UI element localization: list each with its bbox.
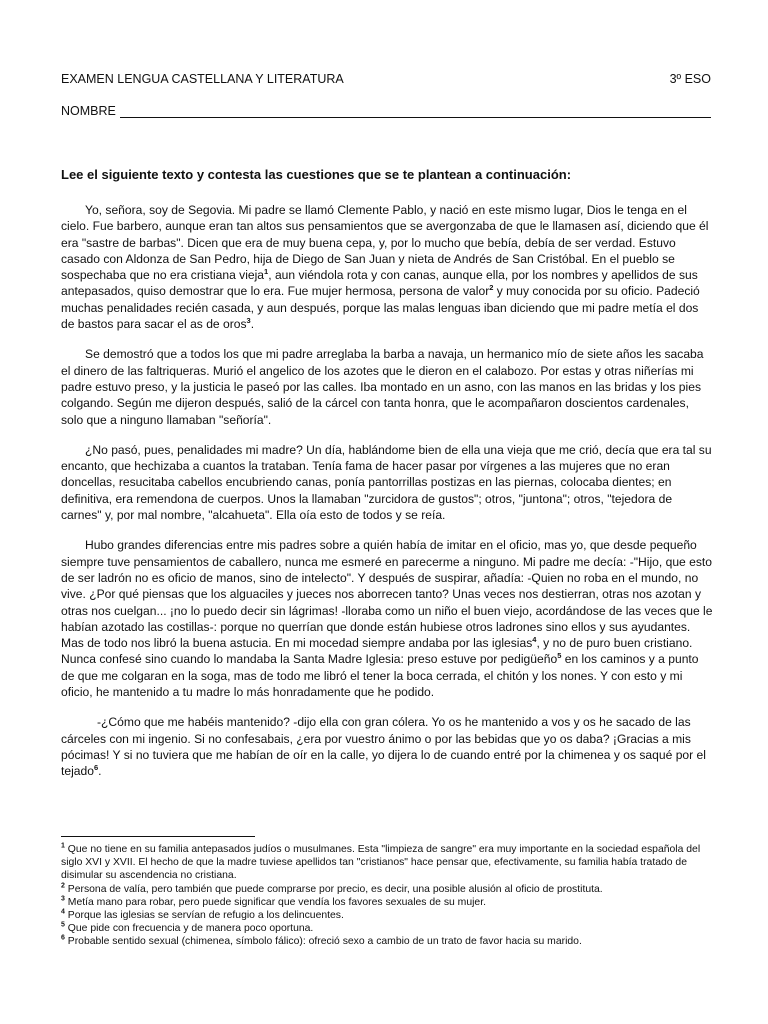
footnote-ref-3[interactable]: 3 (246, 316, 251, 326)
footnote-ref-1[interactable]: 1 (264, 267, 269, 277)
footnote-6: $^6$ Probable sentido sexual (chimenea, símbolo fálico): ofreció sexo a cambio de un trato de favor hacia su marido. (61, 934, 582, 948)
footnote-1: $^1$ Que no tiene en su familia antepasados judíos o musulmanes. Esta "limpieza de sangre" era muy importante en la sociedad española del siglo XVI y XVII. El hecho de que la madre tuviese apellidos tan "cristianos" hace pensar que, efectivamente, su familia había tratado de disimular su ascendencia no cristiana. (61, 842, 701, 882)
footnotes-section (61, 843, 711, 949)
instruction-text: Lee el siguiente texto y contesta las cuestiones que se te plantean a continuación: (61, 167, 572, 182)
paragraph-1: Yo, señora, soy de Segovia. Mi padre se llamó Clemente Pablo, y nació en este mismo lugar, Dios le tenga en el cielo. Fue barbero, aunque eran tan altos sus pensamientos que se avergonzaba de que le llamasen así, diciendo que él era "sastre de barbas". Dicen que era de muy buena cepa, y, por lo mucho que bebía, debía de ser verdad. Estuvo casado con Aldonza de San Pedro, hija de Diego de San Juan y nieta de Andrés de San Cristóbal. En el pueblo se sospechaba que no era cristiana vieja$^1$, aun viéndola rota y con canas, aunque ella, por los nombres y apellidos de sus antepasados, quiso demostrar que lo era. Fue mujer hermosa, persona de valor$^2$ y muy conocida por su oficio. Padeció muchas penalidades recién casada, y aun después, porque las malas lenguas iban diciendo que mi padre metía el dos de bastos para sacar el as de oros$^3$. (61, 203, 709, 332)
footnote-ref-5[interactable]: 5 (557, 651, 562, 661)
footnote-5: $^5$ Que pide con frecuencia y de manera poco oportuna. (61, 921, 314, 935)
footnote-ref-2[interactable]: 2 (489, 283, 494, 293)
footnote-2: $^2$ Persona de valía, pero también que puede comprarse por precio, es decir, una posible alusión al oficio de prostituta. (61, 882, 603, 895)
reading-passage (61, 202, 713, 794)
name-label: NOMBRE (61, 104, 116, 118)
grade-label: 3º ESO (669, 72, 711, 86)
paragraph-3: ¿No pasó, pues, penalidades mi madre? Un día, hablándome bien de ella una vieja que me crió, decía que era tal su encanto, que hechizaba a cuantos la trataban. Tenía fama de hacer pasar por vírgenes a las mujeres que no eran doncellas, resucitaba cabellos encubriendo canas, ponía pantorrillas postizas en las piernas, colocaba dientes; en definitiva, era remendona de cuerpos. Unos la llamaban "zurcidora de gustos"; otros, "juntona"; otros, "tejedora de carnes" y, por mal nombre, "alcahueta". Ella oía esto de todos y se reía. (61, 442, 712, 523)
name-field-row (61, 104, 711, 118)
exam-title: EXAMEN LENGUA CASTELLANA Y LITERATURA (61, 72, 344, 86)
footnote-ref-4[interactable]: 4 (532, 635, 537, 645)
paragraph-2: Se demostró que a todos los que mi padre arreglaba la barba a navaja, un hermanico mío de siete años les sacaba el dinero de las faltriqueras. Murió el angelico de los azotes que le dieron en el calabozo. Por estas y otras niñerías mi padre estuvo preso, y la justicia le paseó por las calles. Iba montado en un asno, con las manos en las bridas y los pies colgando. Según me dijeron después, salió de la cárcel con tanta honra, que le acompañaron doscientos cardenales, solo que a ninguno llamaban "señoría". (61, 347, 704, 427)
footnote-divider (61, 836, 255, 837)
paragraph-5: -¿Cómo que me habéis mantenido? -dijo ella con gran cólera. Yo os he mantenido a vos y os he sacado de las cárceles con mi ingenio. Si no confesabais, ¿era por vuestro ánimo o por las bebidas que yo os daba? ¡Gracias a mis pócimas! Y si no tuviera que me habían de oír en la calle, yo dijera lo de cuando entré por la chimenea y os saqué por el tejado$^6$. (61, 715, 706, 779)
footnote-ref-6[interactable]: 6 (93, 763, 99, 773)
exam-header (61, 72, 711, 86)
footnote-4: $^4$ Porque las iglesias se servían de refugio a los delincuentes. (61, 908, 344, 922)
paragraph-4: Hubo grandes diferencias entre mis padres sobre a quién había de imitar en el oficio, mas yo, que desde pequeño siempre tuve pensamientos de caballero, nunca me esmeré en parecerme a ninguno. Mi padre me decía: -"Hijo, que esto de ser ladrón no es oficio de manos, sino de intelecto". Y después de suspirar, añadía: -Quien no roba en el mundo, no vive. ¿Por qué piensas que los alguaciles y jueces nos aborrecen tanto? Unas veces nos destierran, otras nos azotan y otras nos cuelgan... ¡no lo puedo decir sin lágrimas! -lloraba como un niño el buen viejo, acordándose de las veces que le habían azotado las costillas-: porque no querrían que donde están hubiese otros ladrones sino ellos y sus ayudantes. Mas de todo nos libró la buena astucia. En mi mocedad siempre andaba por las iglesias$^4$, y no de puro buen cristiano. Nunca confesé sino cuando lo mandaba la Santa Madre Iglesia: preso estuve por pedigüeño$^5$ en los caminos y a punto de que me colgaran en la soga, mas de todo me libró el tener la boca cerrada, el chitón y los nones. Y con esto y mi oficio, he mantenido a tu madre lo más honradamente que he podido. (61, 538, 713, 700)
footnote-3: $^3$ Metía mano para robar, pero puede significar que vendía los favores sexuales de su mujer. (61, 895, 486, 908)
name-blank-line[interactable] (120, 104, 711, 118)
